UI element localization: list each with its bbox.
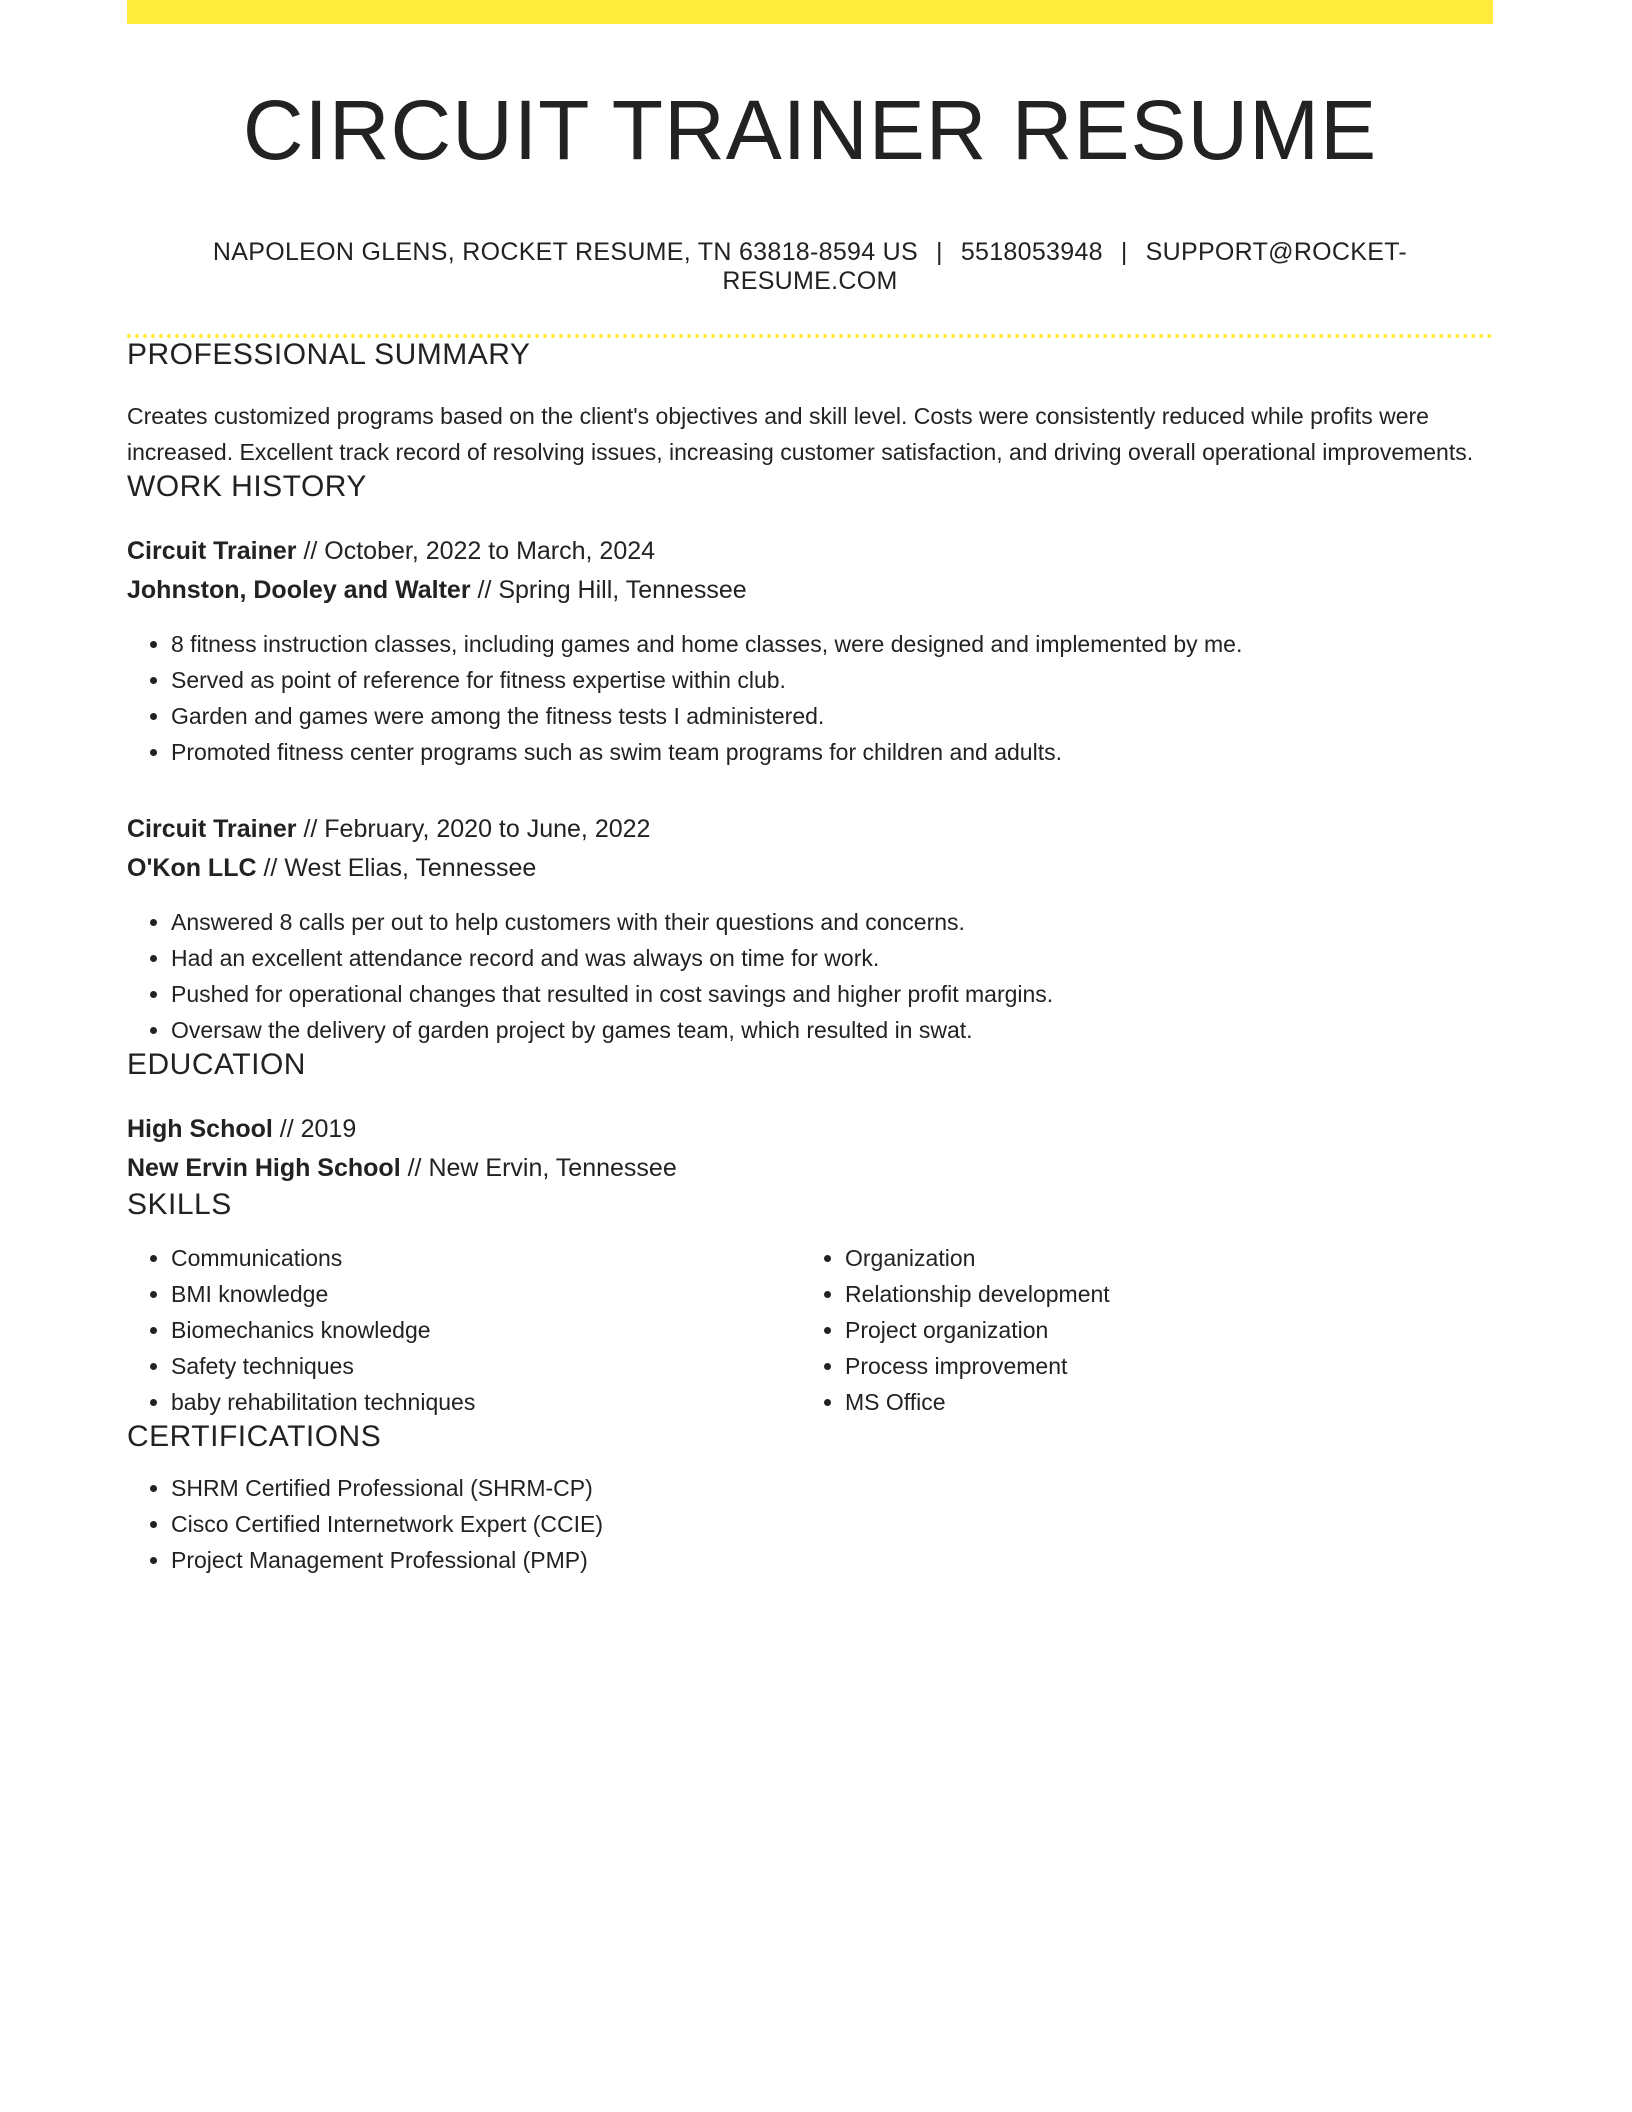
certification-item: • Cisco Certified Internetwork Expert (CCIE) <box>171 1506 1493 1542</box>
skill-item: • MS Office <box>845 1384 1475 1420</box>
skills-list-left <box>127 1240 801 1420</box>
contact-separator: | <box>1120 238 1128 267</box>
certification-item: • Project Management Professional (PMP) <box>171 1542 1493 1578</box>
skill-item: • Safety techniques <box>171 1348 801 1384</box>
contact-email: SUPPORT@ROCKET-RESUME.COM <box>722 238 1408 296</box>
skill-item: • BMI knowledge <box>171 1276 801 1312</box>
education-school-line <box>127 1149 1493 1188</box>
certification-item: • SHRM Certified Professional (SHRM-CP) <box>171 1470 1493 1506</box>
certifications-heading: CERTIFICATIONS <box>127 1420 382 1454</box>
education-degree: High School <box>127 1115 273 1144</box>
skills-columns <box>127 1240 1493 1420</box>
education-year: // 2019 <box>272 1115 357 1144</box>
contact-line <box>127 238 1493 296</box>
job-bullet: • Pushed for operational changes that resulted in cost savings and higher profit margins. <box>171 976 1493 1012</box>
job-bullet: • Served as point of reference for fitness expertise within club. <box>171 662 1493 698</box>
job-bullet: • 8 fitness instruction classes, including games and home classes, were designed and implemented by me. <box>171 626 1493 662</box>
skill-item: • baby rehabilitation techniques <box>171 1384 801 1420</box>
skill-item: • Relationship development <box>845 1276 1475 1312</box>
job-bullet: • Promoted fitness center programs such as swim team programs for children and adults. <box>171 734 1493 770</box>
skill-item: • Project organization <box>845 1312 1475 1348</box>
work-history-heading: WORK HISTORY <box>127 470 367 504</box>
job-bullet: • Garden and games were among the fitness tests I administered. <box>171 698 1493 734</box>
job-company-line <box>127 849 1493 888</box>
education-entry <box>127 1110 1493 1188</box>
education-location: // New Ervin, Tennessee <box>400 1154 677 1183</box>
resume-title: CIRCUIT TRAINER RESUME <box>242 83 1378 177</box>
education-heading: EDUCATION <box>127 1048 306 1082</box>
job-bullet: • Had an excellent attendance record and was always on time for work. <box>171 940 1493 976</box>
job-entry <box>127 810 1493 1048</box>
contact-address: NAPOLEON GLENS, ROCKET RESUME, TN 63818-8594 US <box>212 238 919 267</box>
job-title-line <box>127 810 1493 849</box>
certifications-list <box>127 1470 1493 1578</box>
resume-page <box>127 0 1493 1578</box>
job-bullets <box>127 904 1493 1048</box>
summary-text: Creates customized programs based on the client's objectives and skill level. Costs were consistently reduced while profits were increased. Excellent track record of resolving issues, increasing customer satisfaction, and driving overall operational improvements. <box>127 403 1474 466</box>
job-bullets <box>127 626 1493 770</box>
summary-heading: PROFESSIONAL SUMMARY <box>127 338 531 372</box>
job-bullet: • Oversaw the delivery of garden project by games team, which resulted in swat. <box>171 1012 1493 1048</box>
job-company: O'Kon LLC <box>127 854 257 883</box>
job-dates: // February, 2020 to June, 2022 <box>296 815 651 844</box>
contact-separator: | <box>936 238 943 267</box>
job-bullet: • Answered 8 calls per out to help customers with their questions and concerns. <box>171 904 1493 940</box>
skill-item: • Process improvement <box>845 1348 1475 1384</box>
top-accent-bar <box>127 0 1493 24</box>
skills-list-right <box>801 1240 1475 1420</box>
education-school: New Ervin High School <box>127 1154 401 1183</box>
job-company-line <box>127 571 1493 610</box>
skill-item: • Organization <box>845 1240 1475 1276</box>
job-entry <box>127 532 1493 770</box>
education-degree-line <box>127 1110 1493 1149</box>
contact-phone: 5518053948 <box>960 238 1103 267</box>
job-dates: // October, 2022 to March, 2024 <box>296 537 656 566</box>
job-title: Circuit Trainer <box>127 815 297 844</box>
job-company: Johnston, Dooley and Walter <box>127 576 471 605</box>
job-location: // Spring Hill, Tennessee <box>470 576 747 605</box>
job-title: Circuit Trainer <box>127 537 297 566</box>
job-location: // West Elias, Tennessee <box>256 854 537 883</box>
job-title-line <box>127 532 1493 571</box>
skill-item: • Biomechanics knowledge <box>171 1312 801 1348</box>
skill-item: • Communications <box>171 1240 801 1276</box>
skills-heading: SKILLS <box>127 1188 232 1222</box>
